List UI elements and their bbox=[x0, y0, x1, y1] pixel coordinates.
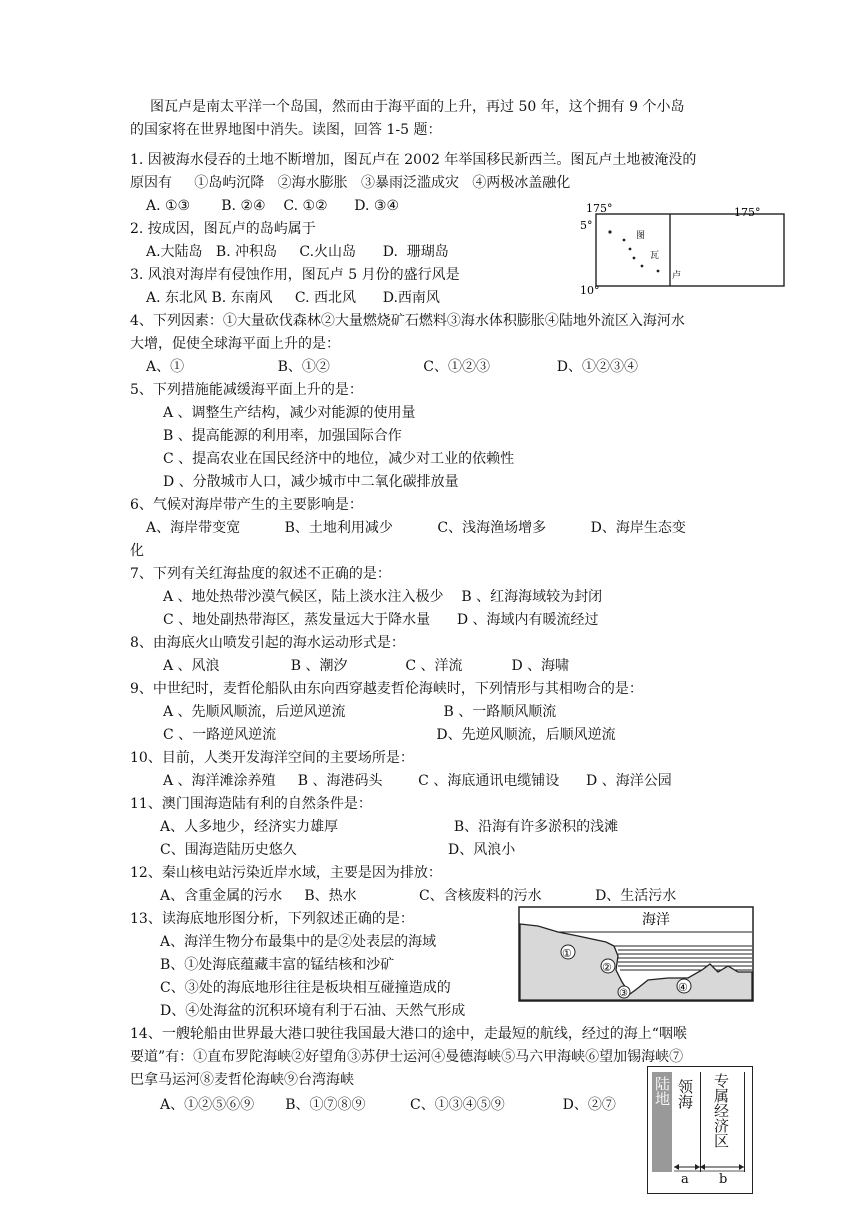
island-dot bbox=[608, 230, 611, 233]
q14-line-1: 14、一艘轮船由世界最大港口驶往我国最大港口的途中，走最短的航线，经过的海上“咽喉 bbox=[130, 1026, 687, 1042]
q7-options-cd: C 、地处副热带海区，蒸发量远大于降水量 D 、海域内有暖流经过 bbox=[163, 612, 599, 628]
lat-label-top: 5° bbox=[580, 219, 593, 232]
q14-options: A、①②⑤⑥⑨ B、①⑦⑧⑨ C、①③④⑤⑨ D、②⑦ bbox=[160, 1097, 616, 1113]
q7-options-ab: A 、地处热带沙漠气候区，陆上淡水注入极少 B 、红海海域较为封闭 bbox=[163, 589, 603, 605]
q14-line-2: 要道”有：①直布罗陀海峡②好望角③苏伊士运河④曼德海峡⑤马六甲海峡⑥望加锡海峡⑦ bbox=[130, 1049, 684, 1065]
q2-options: A.大陆岛 B. 冲积岛 C.火山岛 D. 珊瑚岛 bbox=[146, 244, 449, 260]
q6-options-wrap: 化 bbox=[130, 543, 144, 559]
map-char-wa: 瓦 bbox=[650, 251, 660, 261]
island-dot bbox=[641, 265, 644, 268]
q5-option-b: B 、提高能源的利用率，加强国际合作 bbox=[163, 428, 402, 444]
island-dot bbox=[629, 248, 632, 251]
q4-options: A、① B、①② C、①②③ D、①②③④ bbox=[146, 359, 638, 375]
q5-option-c: C 、提高农业在国民经济中的地位，减少对工业的依赖性 bbox=[163, 451, 515, 467]
tuvalu-map-figure bbox=[578, 202, 788, 298]
q13-stem: 13、读海底地形图分析，下列叙述正确的是： bbox=[130, 911, 414, 927]
q4-line-1: 4、下列因素：①大量砍伐森林②大量燃烧矿石燃料③海水体积膨胀④陆地外流区入海河水 bbox=[130, 313, 685, 329]
q6-options: A、海岸带变宽 B、土地利用减少 C、浅海渔场增多 D、海岸生态变 bbox=[146, 520, 686, 536]
q2-stem: 2. 按成因，图瓦卢的岛屿属于 bbox=[130, 221, 316, 237]
label-b: b bbox=[719, 1172, 728, 1187]
q11-stem: 11、澳门围海造陆有利的自然条件是： bbox=[130, 796, 372, 812]
q3-stem: 3. 风浪对海岸有侵蚀作用，图瓦卢 5 月份的盛行风是 bbox=[130, 267, 460, 283]
maritime-zone-figure bbox=[647, 1066, 753, 1194]
ocean-mark-4: ④ bbox=[678, 981, 688, 994]
q8-options: A 、风浪 B 、潮汐 C 、洋流 D 、海啸 bbox=[163, 658, 570, 674]
q13-option-a: A、海洋生物分布最集中的是②处表层的海域 bbox=[160, 934, 437, 950]
q9-stem: 9、中世纪时，麦哲伦船队由东向西穿越麦哲伦海峡时，下列情形与其相吻合的是： bbox=[130, 681, 643, 697]
q13-option-c: C、③处的海底地形往往是板块相互碰撞造成的 bbox=[160, 980, 451, 996]
intro-line-2: 的国家将在世界地图中消失。读图，回答 1-5 题： bbox=[130, 122, 442, 138]
ocean-mark-3: ③ bbox=[619, 988, 628, 999]
intro-line-1: 图瓦卢是南太平洋一个岛国，然而由于海平面的上升，再过 50 年，这个拥有 9 个小岛 bbox=[150, 99, 685, 115]
q7-stem: 7、下列有关红海盐度的叙述不正确的是： bbox=[130, 566, 391, 582]
q1-line-2: 原因有 ①岛屿沉降 ②海水膨胀 ③暴雨泛滥成灾 ④两极冰盖融化 bbox=[130, 175, 571, 191]
ocean-label: 海洋 bbox=[642, 912, 670, 928]
q4-line-2: 大增，促使全球海平面上升的是： bbox=[130, 336, 340, 352]
q10-stem: 10、目前，人类开发海洋空间的主要场所是： bbox=[130, 750, 414, 766]
lon-label-left: 175° bbox=[586, 202, 613, 215]
q8-stem: 8、由海底火山喷发引起的海水运动形式是： bbox=[130, 635, 405, 651]
q5-option-d: D 、分散城市人口，减少城市中二氧化碳排放量 bbox=[163, 474, 459, 490]
q6-stem: 6、气候对海岸带产生的主要影响是： bbox=[130, 497, 363, 513]
q11-options-cd: C、围海造陆历史悠久 D、风浪小 bbox=[160, 842, 516, 858]
zone-arrows bbox=[648, 1067, 752, 1193]
map-char-tu: 图 bbox=[636, 231, 646, 241]
q1-line-1: 1. 因被海水侵吞的土地不断增加，图瓦卢在 2002 年举国移民新西兰。图瓦卢土地被淹没的 bbox=[130, 152, 697, 168]
q10-options: A 、海洋滩涂养殖 B 、海港码头 C 、海底通讯电缆铺设 D 、海洋公园 bbox=[163, 773, 672, 789]
q13-option-d: D、④处海盆的沉积环境有利于石油、天然气形成 bbox=[160, 1003, 466, 1019]
q14-line-3: 巴拿马运河⑧麦哲伦海峡⑨台湾海峡 bbox=[130, 1072, 354, 1088]
ocean-mark-1: ① bbox=[562, 947, 572, 960]
q5-option-a: A 、调整生产结构，减少对能源的使用量 bbox=[163, 405, 416, 421]
q9-options-cd: C 、一路逆风逆流 D、先逆风顺流，后顺风逆流 bbox=[163, 727, 616, 743]
q3-options: A. 东北风 B. 东南风 C. 西北风 D.西南风 bbox=[146, 290, 440, 306]
lat-label-bottom: 10° bbox=[580, 284, 600, 297]
lon-label-right: 175° bbox=[734, 206, 761, 219]
q12-options: A、含重金属的污水 B、热水 C、含核废料的污水 D、生活污水 bbox=[160, 888, 677, 904]
q9-options-ab: A 、先顺风顺流，后逆风逆流 B 、一路顺风顺流 bbox=[163, 704, 557, 720]
island-dot bbox=[633, 257, 636, 260]
label-a: a bbox=[681, 1172, 689, 1187]
ocean-mark-2: ② bbox=[602, 961, 612, 974]
eez-label: 专属经济区 bbox=[712, 1073, 730, 1148]
land-label: 陆地 bbox=[653, 1076, 671, 1106]
q1-options: A. ①③ B. ②④ C. ①② D. ③④ bbox=[146, 198, 399, 214]
q13-option-b: B、①处海底蕴藏丰富的锰结核和沙矿 bbox=[160, 957, 395, 973]
island-dot bbox=[623, 239, 626, 242]
map-char-lu: 卢 bbox=[672, 271, 682, 281]
territorial-sea-label: 领海 bbox=[676, 1079, 694, 1109]
q5-stem: 5、下列措施能减缓海平面上升的是： bbox=[130, 382, 363, 398]
ocean-floor-figure bbox=[518, 906, 754, 1002]
q11-options-ab: A、人多地少，经济实力雄厚 B、沿海有许多淤积的浅滩 bbox=[160, 819, 619, 835]
q12-stem: 12、秦山核电站污染近岸水域，主要是因为排放： bbox=[130, 865, 442, 881]
island-dot bbox=[657, 270, 660, 273]
